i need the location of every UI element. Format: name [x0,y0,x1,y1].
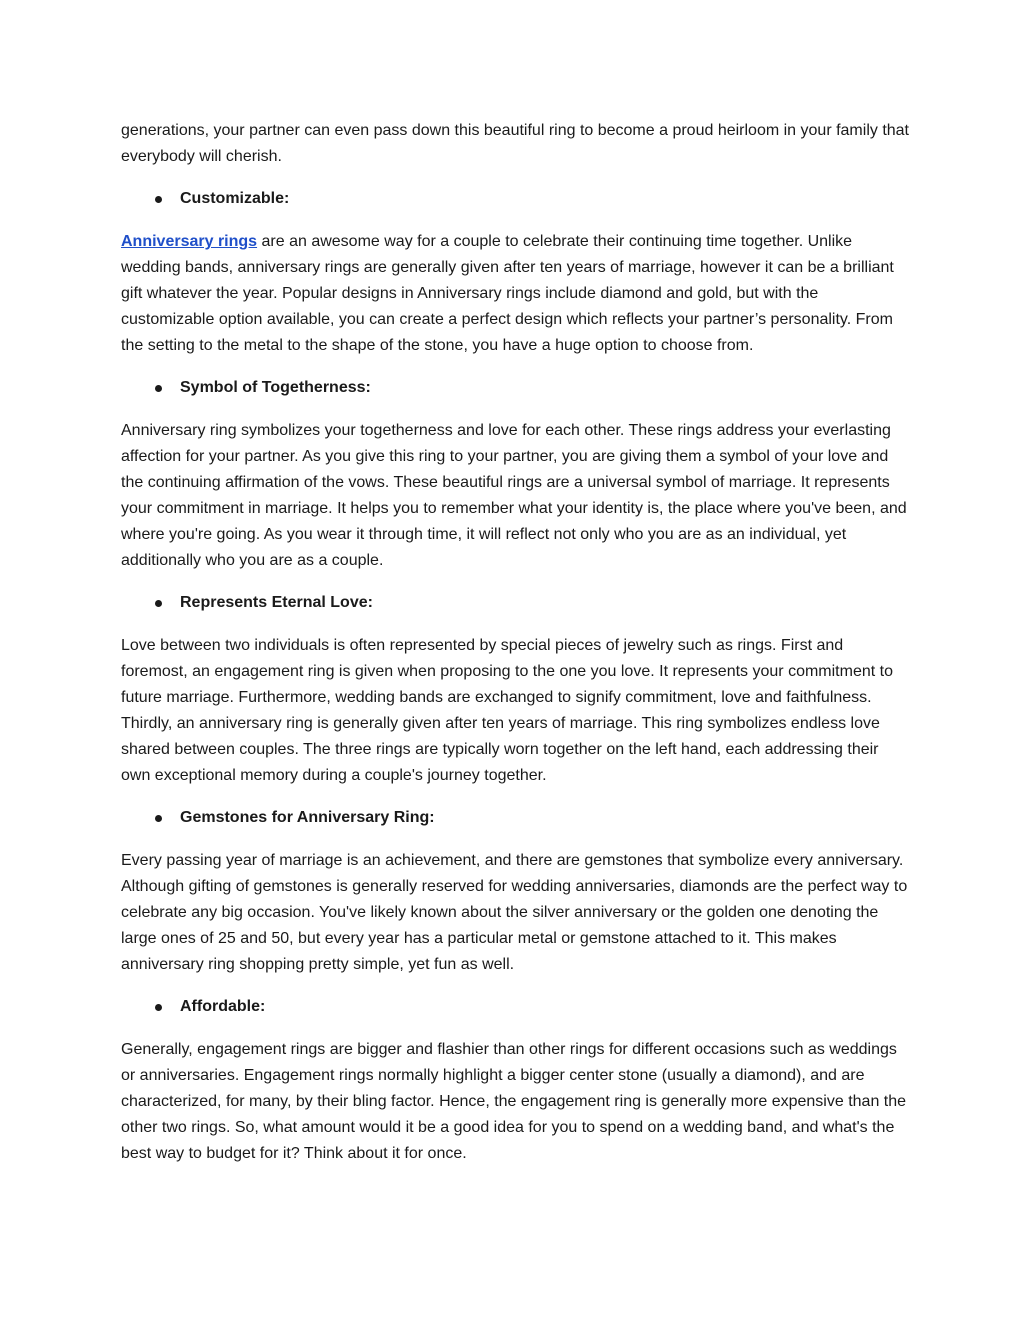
section-paragraph-gemstones: Every passing year of marriage is an achievement, and there are gemstones that symbolize every anniversary. Although gifting of gemstones is generally reserved for wedding anniversaries, diamonds are the perfect way to celebrate any big occasion. You've likely known about the silver anniversary or the golden one denoting the large ones of 25 and 50, but every year has a particular metal or gemstone attached to it. This makes anniversary ring shopping pretty simple, yet fun as well. [121,852,908,973]
section-heading-eternal-love [121,590,911,616]
section-heading-label: Customizable: [180,190,290,207]
section-heading-affordable [121,994,911,1020]
section-heading-customizable [121,186,911,212]
section-heading-gemstones [121,805,911,831]
bullet-icon [155,196,162,203]
document-page [121,118,911,1167]
section-heading-label: Represents Eternal Love: [180,594,373,611]
anniversary-rings-link[interactable]: Anniversary rings [121,233,258,250]
section-paragraph-togetherness: Anniversary ring symbolizes your togetherness and love for each other. These rings address your everlasting affection for your partner. As you give this ring to your partner, you are giving them a symbol of your love and the continuing affirmation of the vows. These beautiful rings are a universal symbol of marriage. It represents your commitment in marriage. It helps you to remember what your identity is, the place where you've been, and where you're going. As you wear it through time, it will reflect not only who you are as an individual, yet additionally who you are as a couple. [121,422,907,569]
bullet-icon [155,600,162,607]
section-heading-label: Gemstones for Anniversary Ring: [180,809,435,826]
section-heading-label: Affordable: [180,998,266,1015]
section-heading-togetherness [121,375,911,401]
bullet-icon [155,385,162,392]
section-heading-label: Symbol of Togetherness: [180,379,371,396]
bullet-icon [155,815,162,822]
intro-paragraph: generations, your partner can even pass down this beautiful ring to become a proud heirloom in your family that everybody will cherish. [121,122,909,165]
section-paragraph-customizable [121,229,911,359]
section-paragraph-affordable: Generally, engagement rings are bigger and flashier than other rings for different occasions such as weddings or anniversaries. Engagement rings normally highlight a bigger center stone (usually a diamond), and are characterized, for many, by their bling factor. Hence, the engagement ring is generally more expensive than the other two rings. So, what amount would it be a good idea for you to spend on a wedding band, and what's the best way to budget for it? Think about it for once. [121,1041,907,1162]
section-paragraph-eternal-love: Love between two individuals is often represented by special pieces of jewelry such as rings. First and foremost, an engagement ring is given when proposing to the one you love. It represents your commitment to future marriage. Furthermore, wedding bands are exchanged to signify commitment, love and faithfulness. Thirdly, an anniversary ring is generally given after ten years of marriage. This ring symbolizes endless love shared between couples. The three rings are typically worn together on the left hand, each addressing their own exceptional memory during a couple's journey together. [121,637,893,784]
section-body-text: are an awesome way for a couple to celebrate their continuing time together. Unlike wedding bands, anniversary rings are generally given after ten years of marriage, however it can be a brilliant gift whatever the year. Popular designs in Anniversary rings include diamond and gold, but with the customizable option available, you can create a perfect design which reflects your partner’s personality. From the setting to the metal to the shape of the stone, you have a huge option to choose from. [121,233,894,354]
bullet-icon [155,1004,162,1011]
